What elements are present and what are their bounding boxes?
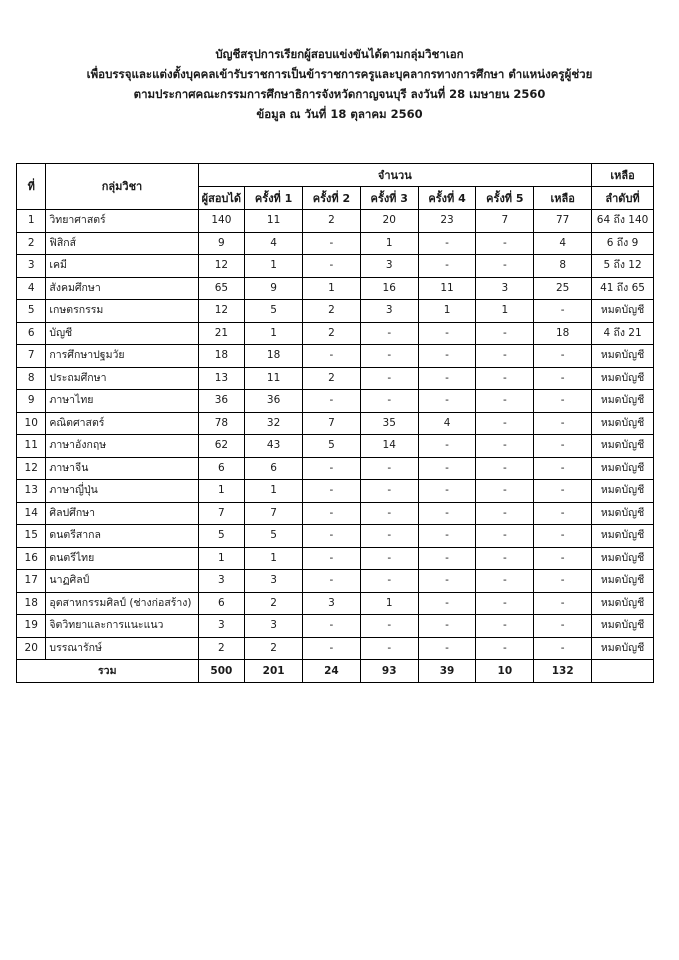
header-round-3: ครั้งที่ 3 — [360, 187, 418, 210]
table-cell: หมดบัญชี — [592, 592, 654, 615]
total-cell: 201 — [245, 660, 303, 683]
table-cell: - — [360, 570, 418, 593]
table-row — [17, 615, 654, 638]
table-cell: 3 — [360, 300, 418, 323]
table-cell: 2 — [303, 322, 361, 345]
table-cell: 18 — [245, 345, 303, 368]
header-remaining-order-bottom: ลำดับที่ — [592, 187, 654, 210]
table-cell: - — [418, 592, 476, 615]
table-cell: - — [534, 547, 592, 570]
table-cell: 3 — [303, 592, 361, 615]
subject-cell: ศิลปศึกษา — [46, 502, 198, 525]
header-round-1: ครั้งที่ 1 — [245, 187, 303, 210]
table-cell: 1 — [198, 480, 245, 503]
total-cell — [592, 660, 654, 683]
table-cell: 64 ถึง 140 — [592, 210, 654, 233]
total-cell: 500 — [198, 660, 245, 683]
table-cell: 20 — [360, 210, 418, 233]
table-cell: - — [476, 502, 534, 525]
table-cell: 1 — [198, 547, 245, 570]
subject-cell: ภาษาอังกฤษ — [46, 435, 198, 458]
table-cell: - — [476, 592, 534, 615]
header-remaining-order-top: เหลือ — [592, 164, 654, 187]
header-round-2: ครั้งที่ 2 — [303, 187, 361, 210]
subject-cell: คณิตศาสตร์ — [46, 412, 198, 435]
table-cell: 18 — [198, 345, 245, 368]
table-cell: 4 — [418, 412, 476, 435]
table-row — [17, 592, 654, 615]
table-cell: หมดบัญชี — [592, 570, 654, 593]
table-cell: - — [476, 480, 534, 503]
table-cell: 12 — [198, 300, 245, 323]
row-number-cell: 1 — [17, 210, 46, 233]
table-cell: 13 — [198, 367, 245, 390]
table-cell: - — [534, 300, 592, 323]
row-number-cell: 12 — [17, 457, 46, 480]
table-cell: หมดบัญชี — [592, 615, 654, 638]
table-cell: - — [360, 525, 418, 548]
row-number-cell: 18 — [17, 592, 46, 615]
table-cell: 6 — [245, 457, 303, 480]
table-cell: - — [418, 547, 476, 570]
table-cell: 5 — [198, 525, 245, 548]
table-cell: - — [303, 390, 361, 413]
table-cell: หมดบัญชี — [592, 300, 654, 323]
table-cell: 65 — [198, 277, 245, 300]
table-cell: 7 — [245, 502, 303, 525]
table-body — [17, 210, 654, 660]
subject-cell: นาฏศิลป์ — [46, 570, 198, 593]
table-cell: - — [534, 525, 592, 548]
table-cell: 1 — [245, 547, 303, 570]
table-cell: 2 — [245, 637, 303, 660]
table-cell: หมดบัญชี — [592, 547, 654, 570]
table-cell: 1 — [245, 322, 303, 345]
table-cell: 21 — [198, 322, 245, 345]
table-cell: - — [303, 232, 361, 255]
row-number-cell: 4 — [17, 277, 46, 300]
table-cell: 18 — [534, 322, 592, 345]
table-row — [17, 570, 654, 593]
table-cell: หมดบัญชี — [592, 390, 654, 413]
table-cell: - — [534, 502, 592, 525]
table-cell: 11 — [245, 367, 303, 390]
table-cell: 9 — [198, 232, 245, 255]
row-number-cell: 15 — [17, 525, 46, 548]
header-remaining: เหลือ — [534, 187, 592, 210]
table-cell: - — [476, 637, 534, 660]
table-cell: 3 — [245, 570, 303, 593]
table-cell: - — [418, 480, 476, 503]
subject-cell: เคมี — [46, 255, 198, 278]
table-cell: 7 — [303, 412, 361, 435]
total-cell: 93 — [360, 660, 418, 683]
total-label: รวม — [17, 660, 199, 683]
table-cell: - — [534, 615, 592, 638]
table-cell: หมดบัญชี — [592, 637, 654, 660]
table-cell: - — [476, 232, 534, 255]
table-cell: 2 — [303, 367, 361, 390]
table-row — [17, 390, 654, 413]
table-cell: - — [418, 502, 476, 525]
total-row — [17, 660, 654, 683]
table-cell: หมดบัญชี — [592, 457, 654, 480]
table-cell: 4 — [534, 232, 592, 255]
table-cell: 11 — [418, 277, 476, 300]
subject-cell: จิตวิทยาและการแนะแนว — [46, 615, 198, 638]
table-cell: - — [303, 480, 361, 503]
table-cell: - — [534, 390, 592, 413]
header-amount: จำนวน — [198, 164, 592, 187]
table-cell: 14 — [360, 435, 418, 458]
table-row — [17, 435, 654, 458]
table-cell: - — [476, 525, 534, 548]
table-cell: - — [418, 390, 476, 413]
row-number-cell: 14 — [17, 502, 46, 525]
table-cell: - — [418, 637, 476, 660]
table-row — [17, 255, 654, 278]
table-cell: 140 — [198, 210, 245, 233]
table-cell: - — [476, 345, 534, 368]
table-cell: 25 — [534, 277, 592, 300]
table-cell: หมดบัญชี — [592, 367, 654, 390]
table-cell: 2 — [303, 300, 361, 323]
table-row — [17, 345, 654, 368]
table-cell: - — [303, 255, 361, 278]
table-cell: - — [476, 412, 534, 435]
table-cell: 23 — [418, 210, 476, 233]
row-number-cell: 8 — [17, 367, 46, 390]
table-cell: - — [418, 457, 476, 480]
table-cell: 6 ถึง 9 — [592, 232, 654, 255]
table-cell: 12 — [198, 255, 245, 278]
table-cell: 1 — [303, 277, 361, 300]
table-row — [17, 232, 654, 255]
table-cell: 7 — [198, 502, 245, 525]
table-row — [17, 547, 654, 570]
table-cell: - — [303, 345, 361, 368]
title-line-2: เพื่อบรรจุและแต่งตั้งบุคคลเข้ารับราชการเป็นข้าราชการครูและบุคลากรทางการศึกษา ตำแหน่งครูผู้ช่วย — [86, 67, 593, 81]
table-cell: - — [476, 367, 534, 390]
row-number-cell: 6 — [17, 322, 46, 345]
table-cell: หมดบัญชี — [592, 502, 654, 525]
table-cell: 77 — [534, 210, 592, 233]
table-cell: 3 — [360, 255, 418, 278]
table-cell: 36 — [198, 390, 245, 413]
table-cell: - — [476, 390, 534, 413]
table-cell: - — [418, 435, 476, 458]
table-row — [17, 322, 654, 345]
table-cell: - — [418, 615, 476, 638]
table-cell: หมดบัญชี — [592, 412, 654, 435]
table-cell: - — [418, 322, 476, 345]
table-cell: - — [476, 457, 534, 480]
table-cell: - — [360, 615, 418, 638]
table-cell: - — [418, 232, 476, 255]
table-cell: 11 — [245, 210, 303, 233]
table-cell: 3 — [245, 615, 303, 638]
table-cell: - — [418, 345, 476, 368]
subject-cell: อุตสาหกรรมศิลป์ (ช่างก่อสร้าง) — [46, 592, 198, 615]
row-number-cell: 5 — [17, 300, 46, 323]
row-number-cell: 10 — [17, 412, 46, 435]
table-cell: - — [476, 255, 534, 278]
row-number-cell: 20 — [17, 637, 46, 660]
table-cell: 3 — [198, 570, 245, 593]
table-cell: - — [534, 367, 592, 390]
subject-cell: บัญชี — [46, 322, 198, 345]
table-cell: - — [476, 435, 534, 458]
header-round-4: ครั้งที่ 4 — [418, 187, 476, 210]
subject-cell: ประถมศึกษา — [46, 367, 198, 390]
table-cell: - — [534, 637, 592, 660]
table-row — [17, 210, 654, 233]
table-row — [17, 300, 654, 323]
subject-cell: ฟิสิกส์ — [46, 232, 198, 255]
subject-cell: สังคมศึกษา — [46, 277, 198, 300]
header-passed: ผู้สอบได้ — [198, 187, 245, 210]
table-cell: - — [360, 637, 418, 660]
table-cell: 1 — [476, 300, 534, 323]
table-cell: 5 — [245, 525, 303, 548]
table-cell: 5 — [303, 435, 361, 458]
summary-table — [16, 163, 654, 683]
table-cell: 9 — [245, 277, 303, 300]
total-cell: 24 — [303, 660, 361, 683]
total-cell: 10 — [476, 660, 534, 683]
table-cell: 32 — [245, 412, 303, 435]
table-row — [17, 367, 654, 390]
table-cell: - — [534, 345, 592, 368]
row-number-cell: 2 — [17, 232, 46, 255]
table-row — [17, 457, 654, 480]
table-row — [17, 480, 654, 503]
row-number-cell: 13 — [17, 480, 46, 503]
table-cell: - — [534, 570, 592, 593]
row-number-cell: 11 — [17, 435, 46, 458]
table-cell: - — [360, 345, 418, 368]
table-cell: - — [418, 255, 476, 278]
table-cell: - — [534, 435, 592, 458]
table-cell: 1 — [360, 592, 418, 615]
table-cell: 2 — [198, 637, 245, 660]
subject-cell: ภาษาจีน — [46, 457, 198, 480]
table-cell: - — [534, 412, 592, 435]
table-cell: 7 — [476, 210, 534, 233]
table-cell: 5 — [245, 300, 303, 323]
table-cell: 62 — [198, 435, 245, 458]
table-cell: 2 — [245, 592, 303, 615]
table-cell: 78 — [198, 412, 245, 435]
row-number-cell: 9 — [17, 390, 46, 413]
table-cell: - — [360, 322, 418, 345]
table-cell: - — [418, 367, 476, 390]
table-cell: - — [303, 457, 361, 480]
table-cell: 6 — [198, 592, 245, 615]
table-row — [17, 637, 654, 660]
table-cell: 1 — [245, 255, 303, 278]
table-cell: - — [476, 615, 534, 638]
table-row — [17, 525, 654, 548]
row-number-cell: 16 — [17, 547, 46, 570]
header-subject: กลุ่มวิชา — [46, 164, 198, 210]
table-cell: - — [360, 390, 418, 413]
table-cell: - — [360, 480, 418, 503]
table-cell: หมดบัญชี — [592, 345, 654, 368]
table-cell: หมดบัญชี — [592, 525, 654, 548]
subject-cell: เกษตรกรรม — [46, 300, 198, 323]
table-cell: - — [534, 457, 592, 480]
table-cell: 3 — [476, 277, 534, 300]
document-title-block — [0, 44, 679, 124]
table-cell: - — [303, 547, 361, 570]
table-cell: 1 — [418, 300, 476, 323]
subject-cell: วิทยาศาสตร์ — [46, 210, 198, 233]
table-cell: 6 — [198, 457, 245, 480]
table-cell: 4 ถึง 21 — [592, 322, 654, 345]
table-cell: 43 — [245, 435, 303, 458]
table-cell: - — [534, 592, 592, 615]
subject-cell: ภาษาญี่ปุ่น — [46, 480, 198, 503]
table-cell: - — [534, 480, 592, 503]
header-round-5: ครั้งที่ 5 — [476, 187, 534, 210]
title-line-1: บัญชีสรุปการเรียกผู้สอบแข่งขันได้ตามกลุ่มวิชาเอก — [215, 47, 464, 61]
table-cell: - — [476, 322, 534, 345]
table-cell: - — [360, 547, 418, 570]
table-cell: 5 ถึง 12 — [592, 255, 654, 278]
table-cell: - — [476, 570, 534, 593]
table-row — [17, 277, 654, 300]
title-line-4: ข้อมูล ณ วันที่ 18 ตุลาคม 2560 — [256, 107, 423, 121]
table-cell: 2 — [303, 210, 361, 233]
subject-cell: ดนตรีไทย — [46, 547, 198, 570]
table-cell: - — [418, 525, 476, 548]
row-number-cell: 7 — [17, 345, 46, 368]
table-cell: - — [303, 637, 361, 660]
table-cell: - — [303, 525, 361, 548]
table-row — [17, 502, 654, 525]
header-no: ที่ — [17, 164, 46, 210]
table-cell: - — [476, 547, 534, 570]
table-row — [17, 412, 654, 435]
title-line-3: ตามประกาศคณะกรรมการศึกษาธิการจังหวัดกาญจนบุรี ลงวันที่ 28 เมษายน 2560 — [133, 87, 546, 101]
table-cell: 35 — [360, 412, 418, 435]
table-cell: - — [360, 502, 418, 525]
subject-cell: การศึกษาปฐมวัย — [46, 345, 198, 368]
table-cell: 36 — [245, 390, 303, 413]
subject-cell: บรรณารักษ์ — [46, 637, 198, 660]
table-cell: 16 — [360, 277, 418, 300]
total-cell: 39 — [418, 660, 476, 683]
table-cell: 4 — [245, 232, 303, 255]
table-cell: - — [303, 502, 361, 525]
table-cell: หมดบัญชี — [592, 435, 654, 458]
table-cell: หมดบัญชี — [592, 480, 654, 503]
subject-cell: ดนตรีสากล — [46, 525, 198, 548]
table-cell: 8 — [534, 255, 592, 278]
table-cell: - — [303, 570, 361, 593]
table-cell: - — [360, 367, 418, 390]
table-cell: 1 — [360, 232, 418, 255]
table-cell: 3 — [198, 615, 245, 638]
table-cell: 41 ถึง 65 — [592, 277, 654, 300]
table-cell: - — [418, 570, 476, 593]
subject-cell: ภาษาไทย — [46, 390, 198, 413]
table-cell: - — [303, 615, 361, 638]
row-number-cell: 19 — [17, 615, 46, 638]
table-cell: - — [360, 457, 418, 480]
row-number-cell: 3 — [17, 255, 46, 278]
row-number-cell: 17 — [17, 570, 46, 593]
table-cell: 1 — [245, 480, 303, 503]
total-cell: 132 — [534, 660, 592, 683]
